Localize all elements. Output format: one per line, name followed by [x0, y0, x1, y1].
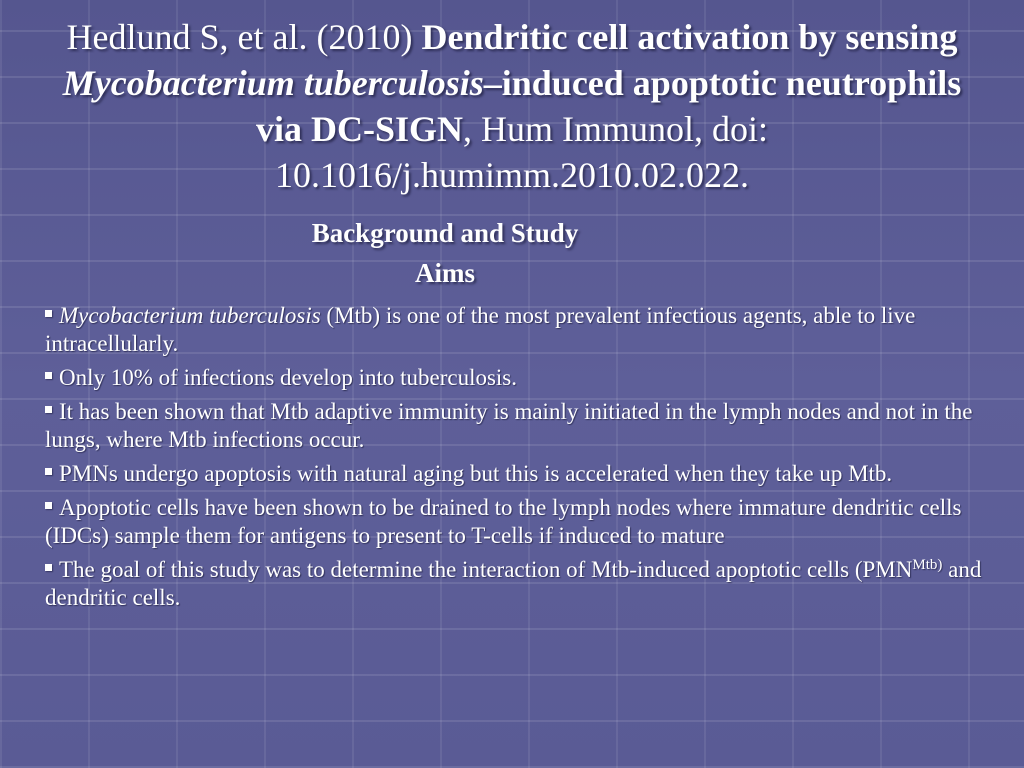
bullet-4-text: PMNs undergo apoptosis with natural aging but this is accelerated when they take up Mtb.	[59, 461, 893, 486]
bullet-6-superscript: Mtb)	[912, 557, 943, 573]
bullet-6-after: and dendritic cells.	[45, 557, 982, 610]
square-bullet-icon	[45, 406, 52, 413]
bullet-item-1	[45, 302, 990, 358]
bullet-item-3	[45, 398, 990, 454]
bullet-item-5	[45, 494, 990, 550]
title-journal: , Hum Immunol, doi: 10.1016/j.humimm.2010.02.022.	[274, 109, 769, 195]
title-bold-part2: –induced apoptotic neutrophils via DC-SIGN	[255, 63, 962, 149]
bullet-item-2	[45, 364, 990, 392]
bullet-1-text: (Mtb) is one of the most prevalent infectious agents, able to live intracellularly.	[45, 303, 916, 356]
bullet-item-6	[45, 556, 990, 612]
title-bold-part1: Dendritic cell activation by sensing	[421, 17, 958, 57]
square-bullet-icon	[45, 564, 52, 571]
bullet-3-text: It has been shown that Mtb adaptive immunity is mainly initiated in the lymph nodes and not in the lungs, where Mtb infections occur.	[45, 399, 973, 452]
bullet-5-text: Apoptotic cells have been shown to be drained to the lymph nodes where immature dendritic cells (IDCs) sample them for antigens to present to T-cells if induced to mature	[45, 495, 962, 548]
square-bullet-icon	[45, 372, 52, 379]
square-bullet-icon	[45, 502, 52, 509]
bullet-2-text: Only 10% of infections develop into tuberculosis.	[59, 365, 518, 390]
title-authors: Hedlund S, et al. (2010)	[66, 17, 422, 57]
section-heading-line1: Background and Study	[311, 218, 579, 248]
square-bullet-icon	[45, 310, 52, 317]
bullet-6-text: The goal of this study was to determine the interaction of Mtb-induced apoptotic cells (PMN	[59, 557, 913, 582]
slide-title	[40, 14, 984, 198]
bullet-list	[45, 302, 990, 618]
square-bullet-icon	[45, 468, 52, 475]
section-heading-line2: Aims	[415, 258, 475, 288]
section-heading	[250, 213, 640, 293]
bullet-1-italic: Mycobacterium tuberculosis	[59, 303, 321, 328]
title-bold-italic: Mycobacterium tuberculosis	[62, 63, 484, 103]
bullet-item-4	[45, 460, 990, 488]
